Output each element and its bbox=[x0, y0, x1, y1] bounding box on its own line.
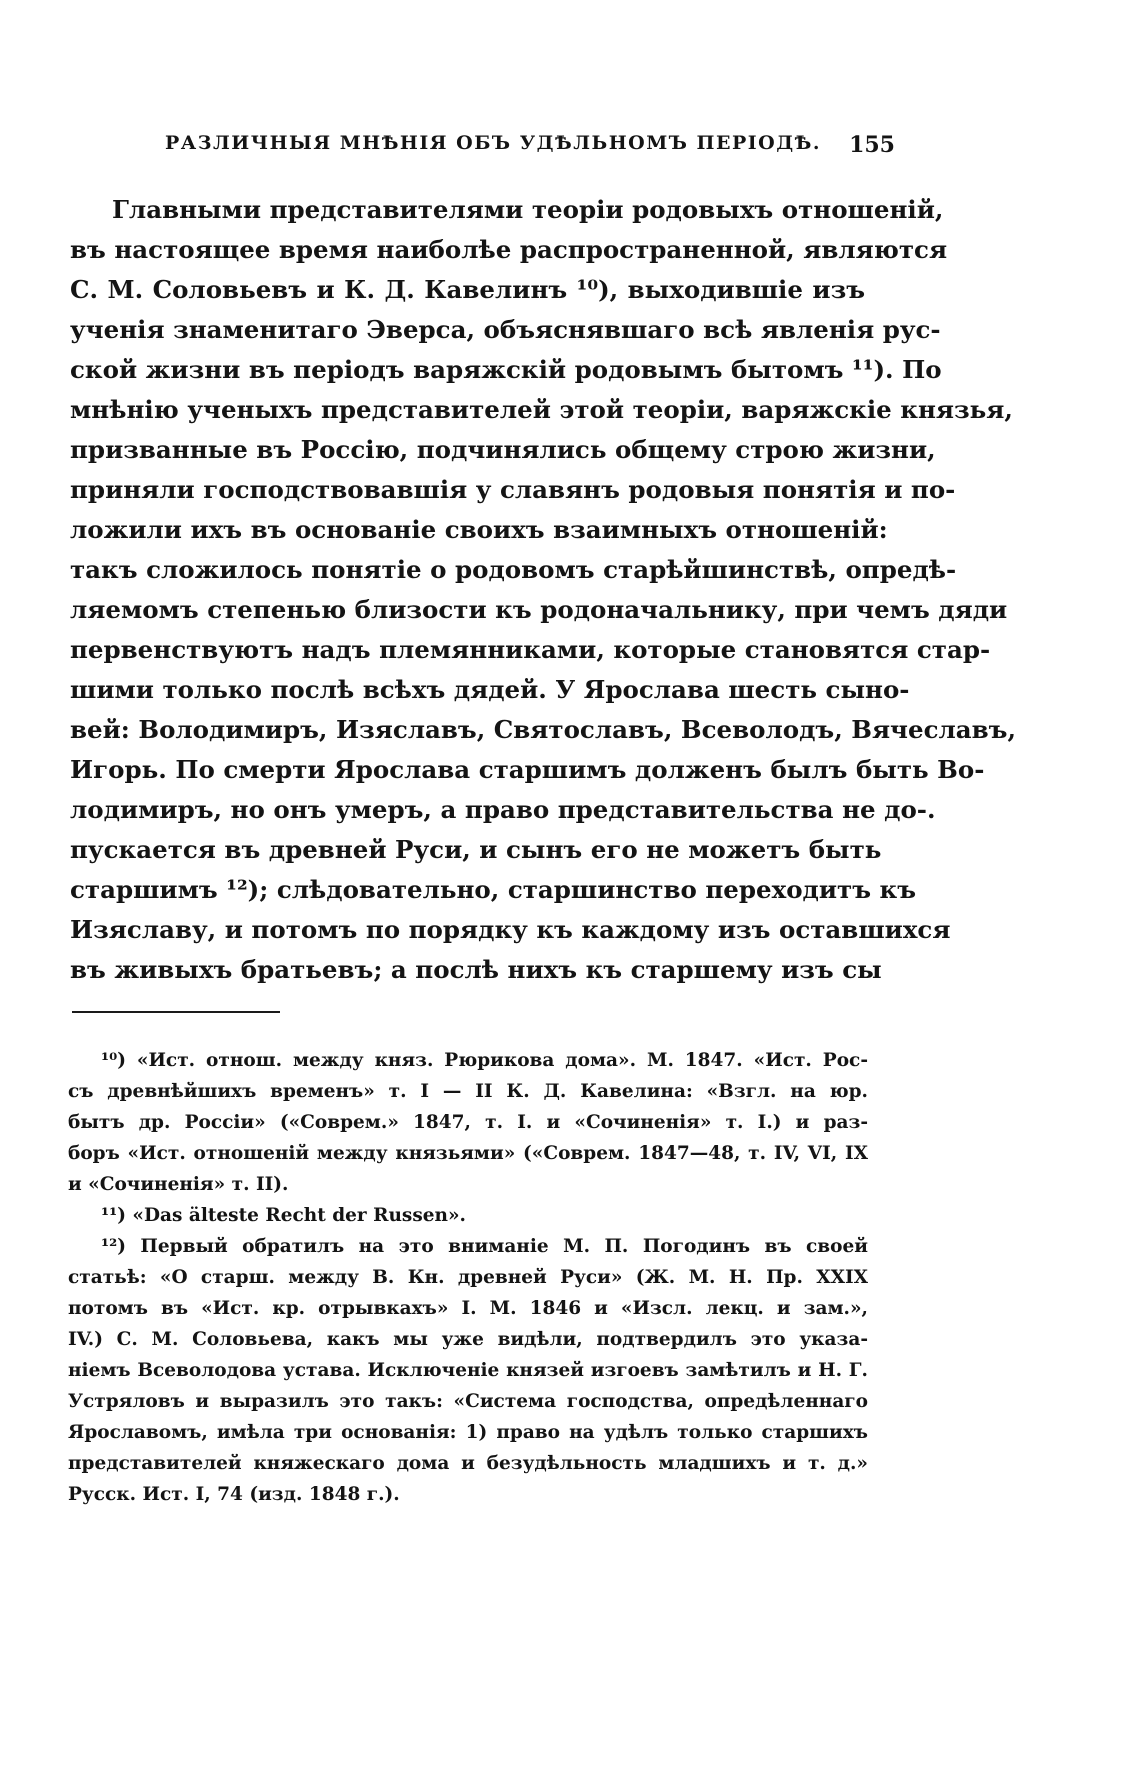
footnote-line: Ярославомъ, имѣла три основанія: 1) право на удѣлъ только старшихъ bbox=[68, 1422, 868, 1443]
footnote-line: бытъ др. Россіи» («Соврем.» 1847, т. I. и «Сочиненія» т. I.) и раз- bbox=[68, 1112, 868, 1133]
footnote-line: боръ «Ист. отношеній между князьями» («Соврем. 1847—48, т. IV, VI, IX bbox=[68, 1143, 868, 1164]
text-line: такъ сложилось понятіе о родовомъ старѣйшинствѣ, опредѣ- bbox=[70, 555, 957, 584]
main-text bbox=[70, 190, 1016, 990]
text-line: лодимиръ, но онъ умеръ, а право представительства не до-. bbox=[70, 795, 936, 824]
footnote-line: съ древнѣйшихъ временъ» т. I — II К. Д. Кавелина: «Взгл. на юр. bbox=[68, 1081, 868, 1102]
footnote-line: ¹⁰) «Ист. отнош. между княз. Рюрикова дома». М. 1847. «Ист. Рос- bbox=[101, 1050, 868, 1071]
text-line: Главными представителями теоріи родовыхъ отношеній, bbox=[112, 195, 944, 224]
page-number: 155 bbox=[849, 132, 895, 158]
text-line: первенствуютъ надъ племянниками, которые становятся стар- bbox=[70, 635, 991, 664]
footnote-line: Русск. Ист. I, 74 (изд. 1848 г.). bbox=[68, 1484, 400, 1505]
text-line: въ живыхъ братьевъ; а послѣ нихъ къ старшему изъ сы bbox=[70, 955, 882, 984]
text-line: Игорь. По смерти Ярослава старшимъ долженъ былъ быть Во- bbox=[70, 755, 985, 784]
text-line: въ настоящее время наиболѣе распространенной, являются bbox=[70, 235, 948, 264]
footnote-divider bbox=[72, 1011, 280, 1013]
text-line: ученія знаменитаго Эверса, объяснявшаго всѣ явленія рус- bbox=[70, 315, 941, 344]
footnote-line: ¹¹) «Das älteste Recht der Russen». bbox=[101, 1205, 466, 1226]
text-line: ляемомъ степенью близости къ родоначальнику, при чемъ дяди bbox=[70, 595, 1008, 624]
text-line: вей: Володимиръ, Изяславъ, Святославъ, Всеволодъ, Вячеславъ, bbox=[70, 715, 1016, 744]
footnotes bbox=[68, 1045, 868, 1510]
text-line: Изяславу, и потомъ по порядку къ каждому изъ оставшихся bbox=[70, 915, 951, 944]
text-line: ской жизни въ періодъ варяжскій родовымъ бытомъ ¹¹). По bbox=[70, 355, 942, 384]
footnote-line: статьѣ: «О старш. между В. Кн. древней Руси» (Ж. М. Н. Пр. XXIX bbox=[68, 1267, 868, 1288]
footnote-line: потомъ въ «Ист. кр. отрывкахъ» I. М. 1846 и «Изсл. лекц. и зам.», bbox=[68, 1298, 868, 1319]
running-head bbox=[165, 132, 895, 172]
text-line: ложили ихъ въ основаніе своихъ взаимныхъ отношеній: bbox=[70, 515, 888, 544]
footnote-line: Устряловъ и выразилъ это такъ: «Система господства, опредѣленнаго bbox=[68, 1391, 868, 1412]
text-line: шими только послѣ всѣхъ дядей. У Ярослава шесть сыно- bbox=[70, 675, 910, 704]
footnote-line: и «Сочиненія» т. II). bbox=[68, 1174, 289, 1195]
text-line: пускается въ древней Руси, и сынъ его не можетъ быть bbox=[70, 835, 882, 864]
running-title: РАЗЛИЧНЫЯ МНѢНІЯ ОБЪ УДѢЛЬНОМЪ ПЕРІОДѢ. bbox=[165, 132, 821, 154]
footnote-line: представителей княжескаго дома и безудѣльность младшихъ и т. д.» bbox=[68, 1453, 868, 1474]
text-line: приняли господствовавшія у славянъ родовыя понятія и по- bbox=[70, 475, 956, 504]
text-line: С. М. Соловьевъ и К. Д. Кавелинъ ¹⁰), выходившіе изъ bbox=[70, 275, 865, 304]
footnote-line: ніемъ Всеволодова устава. Исключеніе князей изгоевъ замѣтилъ и Н. Г. bbox=[68, 1360, 868, 1381]
text-line: призванные въ Россію, подчинялись общему строю жизни, bbox=[70, 435, 936, 464]
footnote-line: ¹²) Первый обратилъ на это вниманіе М. П. Погодинъ въ своей bbox=[101, 1236, 868, 1257]
footnote-line: IV.) С. М. Соловьева, какъ мы уже видѣли, подтвердилъ это указа- bbox=[68, 1329, 868, 1350]
text-line: старшимъ ¹²); слѣдовательно, старшинство переходитъ къ bbox=[70, 875, 917, 904]
text-line: мнѣнію ученыхъ представителей этой теоріи, варяжскіе князья, bbox=[70, 395, 1013, 424]
